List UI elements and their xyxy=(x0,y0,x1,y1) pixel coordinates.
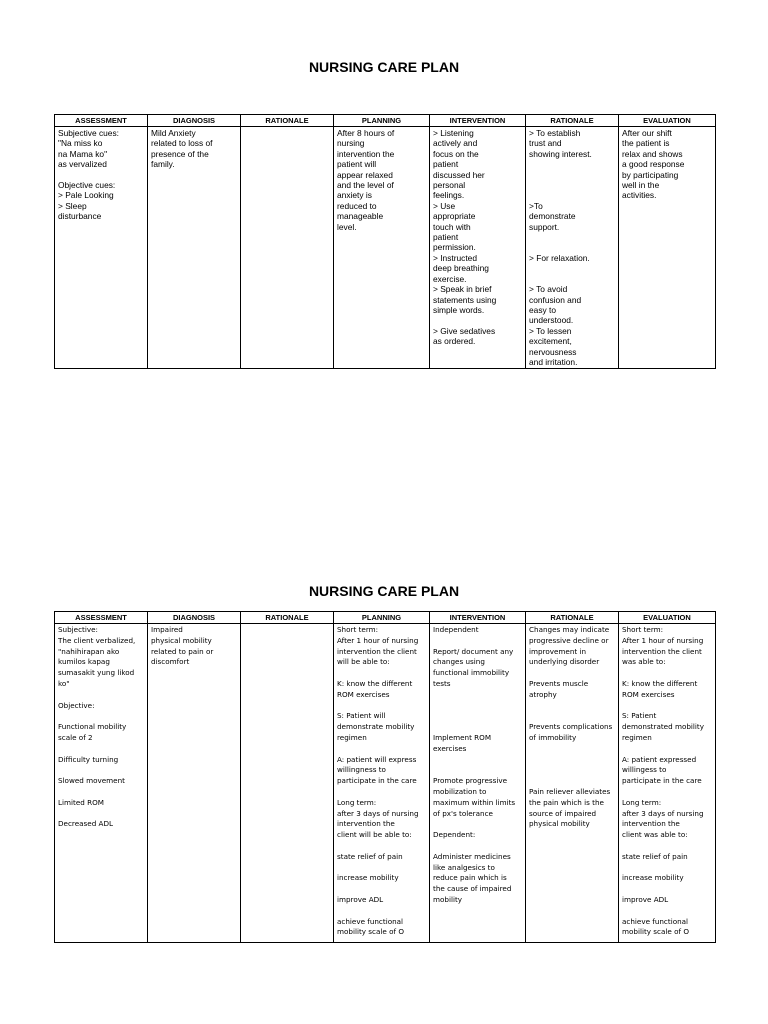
header-diagnosis: DIAGNOSIS xyxy=(148,115,241,127)
table-header-row xyxy=(55,115,716,127)
header-planning: PLANNING xyxy=(334,612,430,624)
cell-assessment: Subjective cues: "Na miss ko na Mama ko" as vervalized Objective cues: > Pale Looking > Sleep disturbance xyxy=(55,127,148,369)
cell-diagnosis: Mild Anxiety related to loss of presence of the family. xyxy=(148,127,241,369)
cell-assessment: Subjective: The client verbalized, "nahihirapan ako kumilos kapag sumasakit yung likod ko" Objective: Functional mobility scale of 2 Difficulty turning Slowed movement Limited ROM Decreased ADL xyxy=(55,624,148,943)
cell-evaluation: Short term: After 1 hour of nursing intervention the client was able to: K: know the different ROM exercises S: Patient demonstrated mobility regimen A: patient expressed willingess to participate in the care Long term: after 3 days of nursing intervention the client was able to: state relief of pain increase mobility improve ADL achieve functional mobility scale of O xyxy=(619,624,716,943)
care-plan-table-1 xyxy=(54,114,716,369)
header-rationale: RATIONALE xyxy=(241,115,334,127)
cell-diagnosis: Impaired physical mobility related to pain or discomfort xyxy=(148,624,241,943)
table-row xyxy=(55,127,716,369)
header-assessment: ASSESSMENT xyxy=(55,115,148,127)
header-evaluation: EVALUATION xyxy=(619,612,716,624)
header-evaluation: EVALUATION xyxy=(619,115,716,127)
table-row xyxy=(55,624,716,943)
header-planning: PLANNING xyxy=(334,115,430,127)
header-diagnosis: DIAGNOSIS xyxy=(148,612,241,624)
cell-rationale-2: > To establish trust and showing interest. >To demonstrate support. > For relaxation. > To avoid confusion and easy to understood. > To lessen excitement, nervousness and irritation. xyxy=(526,127,619,369)
header-rationale-2: RATIONALE xyxy=(526,612,619,624)
cell-rationale xyxy=(241,127,334,369)
cell-rationale xyxy=(241,624,334,943)
cell-intervention: Independent Report/ document any changes using functional immobility tests Implement ROM exercises Promote progressive mobilization to maximum within limits of px's tolerance Dependent: Administer medicines like analgesics to reduce pain which is the cause of impaired mobility xyxy=(430,624,526,943)
cell-planning: Short term: After 1 hour of nursing intervention the client will be able to: K: know the different ROM exercises S: Patient will demonstrate mobility regimen A: patient will express willingness to participate in the care Long term: after 3 days of nursing intervention the client will be able to: state relief of pain increase mobility improve ADL achieve functional mobility scale of O xyxy=(334,624,430,943)
cell-planning: After 8 hours of nursing intervention the patient will appear relaxed and the level of anxiety is reduced to manageable level. xyxy=(334,127,430,369)
cell-evaluation: After our shift the patient is relax and shows a good response by participating well in the activities. xyxy=(619,127,716,369)
header-intervention: INTERVENTION xyxy=(430,115,526,127)
page-title-plan-1: NURSING CARE PLAN xyxy=(308,59,460,75)
header-intervention: INTERVENTION xyxy=(430,612,526,624)
header-rationale: RATIONALE xyxy=(241,612,334,624)
table-header-row xyxy=(55,612,716,624)
care-plan-table-2 xyxy=(54,611,716,943)
header-rationale-2: RATIONALE xyxy=(526,115,619,127)
header-assessment: ASSESSMENT xyxy=(55,612,148,624)
page-title-plan-2: NURSING CARE PLAN xyxy=(308,583,460,599)
cell-intervention: > Listening actively and focus on the patient discussed her personal feelings. > Use appropriate touch with patient permission. > Instructed deep breathing exercise. > Speak in brief statements using simple words. > Give sedatives as ordered. xyxy=(430,127,526,369)
cell-rationale-2: Changes may indicate progressive decline or improvement in underlying disorder Prevents muscle atrophy Prevents complications of immobility Pain reliever alleviates the pain which is the source of impaired physical mobility xyxy=(526,624,619,943)
